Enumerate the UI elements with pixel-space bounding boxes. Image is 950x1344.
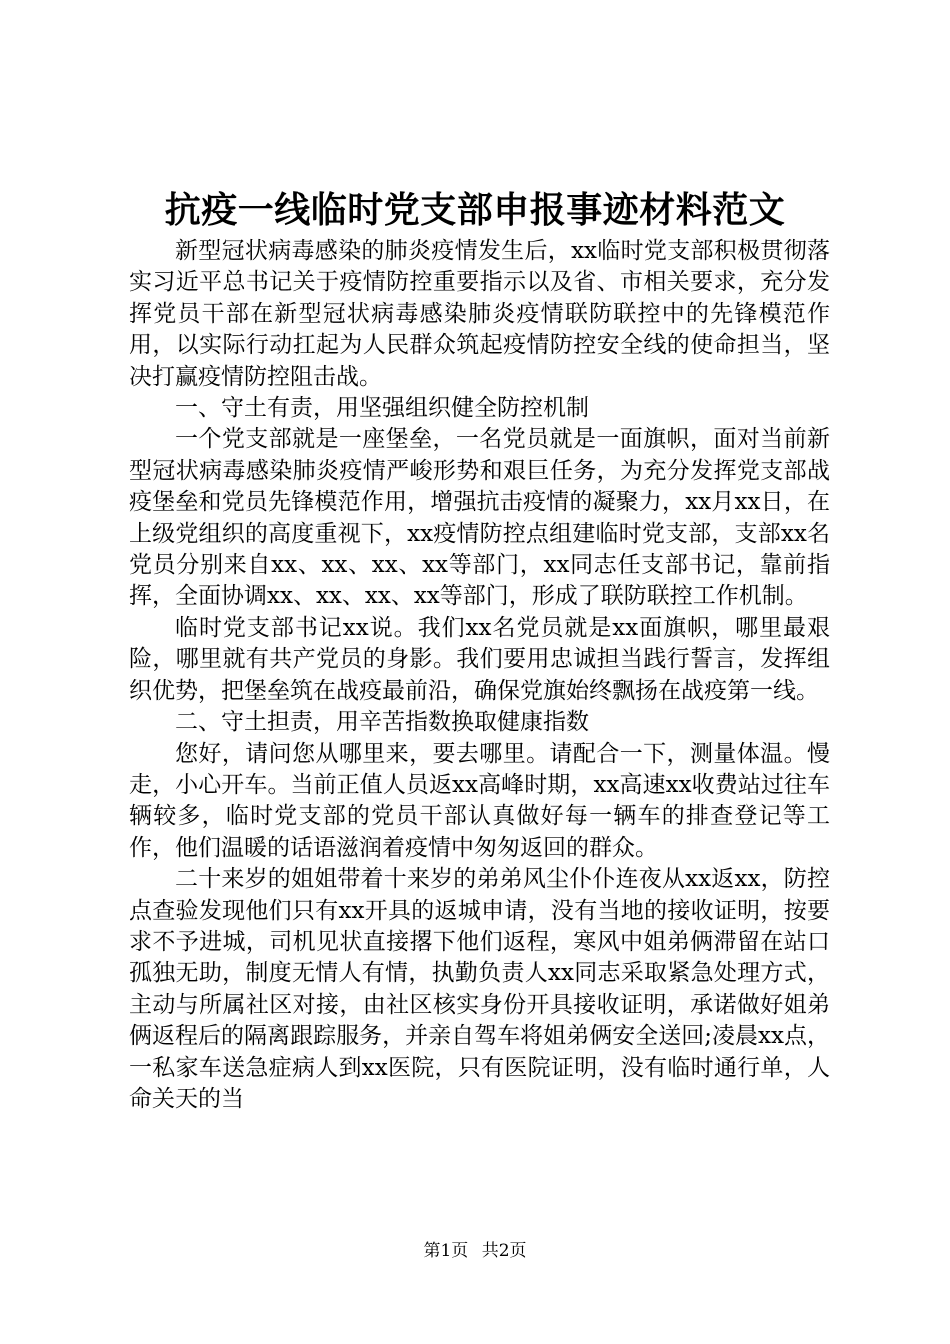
document-body bbox=[129, 236, 830, 1115]
page-total: 共2页 bbox=[481, 1241, 527, 1261]
body-paragraph: 临时党支部书记xx说。我们xx名党员就是xx面旗帜，哪里最艰险，哪里就有共产党员的身影。我们要用忠诚担当践行誓言，发挥组织优势，把堡垒筑在战疫最前沿，确保党旗始终飘扬在战疫第一线。 bbox=[129, 614, 830, 704]
body-paragraph: 二十来岁的姐姐带着十来岁的弟弟风尘仆仆连夜从xx返xx，防控点查验发现他们只有xx开具的返城申请，没有当地的接收证明，按要求不予进城，司机见状直接撂下他们返程，寒风中姐弟俩滞留在站口孤独无助，制度无情人有情，执勤负责人xx同志采取紧急处理方式，主动与所属社区对接，由社区核实身份开具接收证明，承诺做好姐弟俩返程后的隔离跟踪服务，并亲自驾车将姐弟俩安全送回;凌晨xx点，一私家车送急症病人到xx医院，只有医院证明，没有临时通行单，人命关天的当 bbox=[129, 866, 830, 1112]
intro-paragraph: 新型冠状病毒感染的肺炎疫情发生后，xx临时党支部积极贯彻落实习近平总书记关于疫情防控重要指示以及省、市相关要求，充分发挥党员干部在新型冠状病毒感染肺炎疫情联防联控中的先锋模范作用，以实际行动扛起为人民群众筑起疫情防控安全线的使命担当，坚决打赢疫情防控阻击战。 bbox=[129, 238, 830, 390]
page-number: 第1页 bbox=[423, 1241, 469, 1261]
body-paragraph: 您好，请问您从哪里来，要去哪里。请配合一下，测量体温。慢走，小心开车。当前正值人员返xx高峰时期，xx高速xx收费站过往车辆较多，临时党支部的党员干部认真做好每一辆车的排查登记等工作，他们温暖的话语滋润着疫情中匆匆返回的群众。 bbox=[129, 740, 830, 861]
page-footer bbox=[0, 1240, 950, 1262]
document-title: 抗疫一线临时党支部申报事迹材料范文 bbox=[164, 189, 786, 231]
section-heading-1: 一、守土有责，用坚强组织健全防控机制 bbox=[175, 395, 589, 422]
section-heading-2: 二、守土担责，用辛苦指数换取健康指数 bbox=[175, 709, 589, 736]
body-paragraph: 一个党支部就是一座堡垒，一名党员就是一面旗帜，面对当前新型冠状病毒感染肺炎疫情严峻形势和艰巨任务，为充分发挥党支部战疫堡垒和党员先锋模范作用，增强抗击疫情的凝聚力，xx月xx日，在上级党组织的高度重视下，xx疫情防控点组建临时党支部，支部xx名党员分别来自xx、xx、xx、xx等部门，xx同志任支部书记，靠前指挥，全面协调xx、xx、xx、xx等部门，形成了联防联控工作机制。 bbox=[129, 426, 830, 610]
